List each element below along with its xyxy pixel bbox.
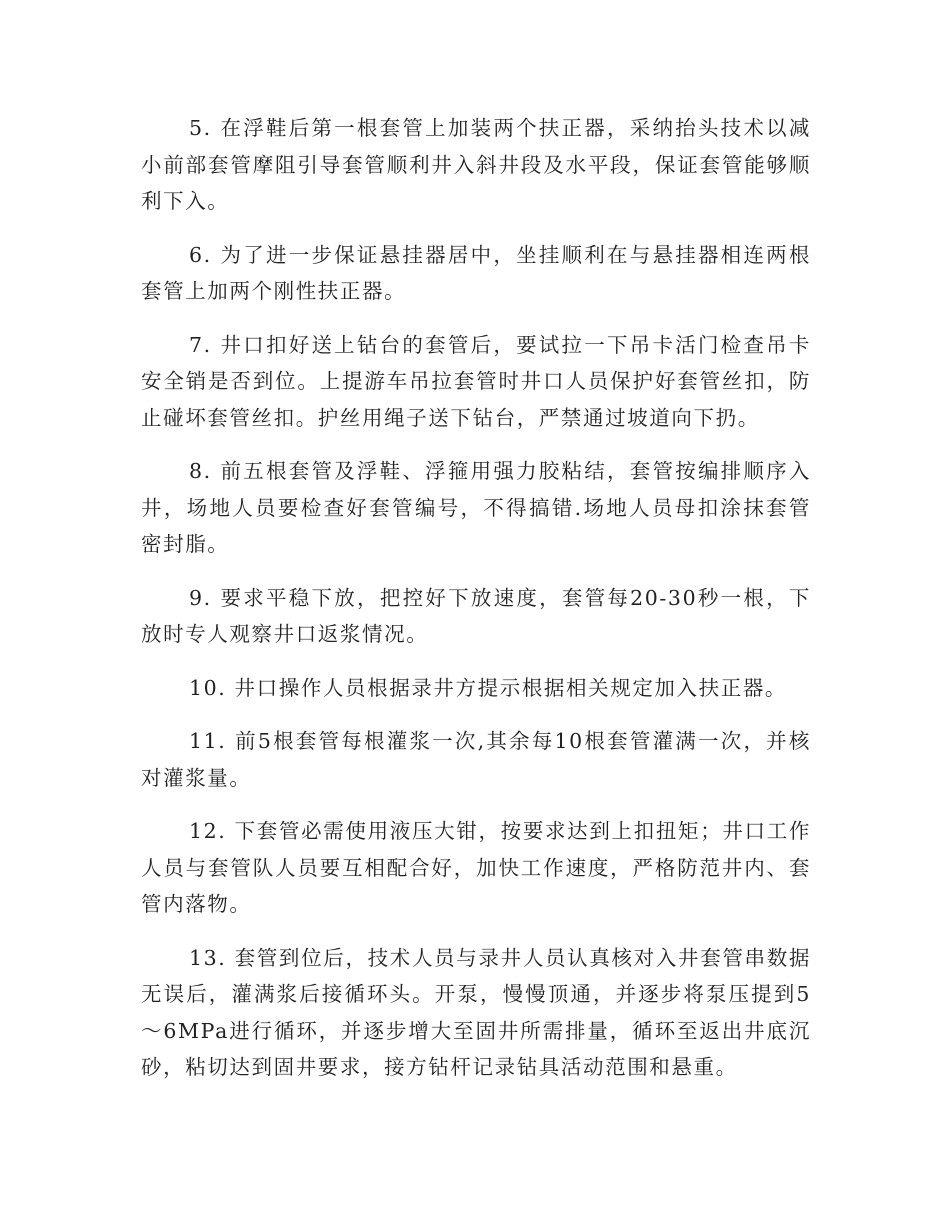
paragraph-item-11: 11. 前5根套管每根灌浆一次,其余每10根套管灌满一次，并核对灌浆量。 [141, 729, 811, 790]
paragraph-item-9: 9. 要求平稳下放，把控好下放速度，套管每20-30秒一根，下放时专人观察井口返浆情况。 [141, 585, 811, 646]
paragraph-item-5: 5. 在浮鞋后第一根套管上加装两个扶正器，采纳抬头技术以减小前部套管摩阻引导套管顺利井入斜井段及水平段，保证套管能够顺利下入。 [141, 116, 811, 213]
paragraph-item-8: 8. 前五根套管及浮鞋、浮箍用强力胶粘结，套管按编排顺序入井，场地人员要检查好套管编号，不得搞错.场地人员母扣涂抹套管密封脂。 [141, 459, 811, 556]
paragraph-item-13: 13. 套管到位后，技术人员与录井人员认真核对入井套管串数据无误后，灌满浆后接循环头。开泵，慢慢顶通，并逐步将泵压提到5～6MPa进行循环，并逐步增大至固井所需排量，循环至返出井底沉砂，粘切达到固井要求，接方钻杆记录钻具活动范围和悬重。 [141, 945, 811, 1079]
paragraph-item-7: 7. 井口扣好送上钻台的套管后，要试拉一下吊卡活门检查吊卡安全销是否到位。上提游车吊拉套管时井口人员保护好套管丝扣，防止碰坏套管丝扣。护丝用绳子送下钻台，严禁通过坡道向下扔。 [141, 332, 811, 430]
document-body [141, 110, 811, 1103]
paragraph-item-10: 10. 井口操作人员根据录井方提示根据相关规定加入扶正器。 [189, 675, 788, 700]
paragraph-item-6: 6. 为了进一步保证悬挂器居中，坐挂顺利在与悬挂器相连两根套管上加两个刚性扶正器。 [141, 242, 811, 303]
paragraph-item-12: 12. 下套管必需使用液压大钳，按要求达到上扣扭矩；井口工作人员与套管队人员要互相配合好，加快工作速度，严格防范井内、套管内落物。 [141, 819, 811, 916]
